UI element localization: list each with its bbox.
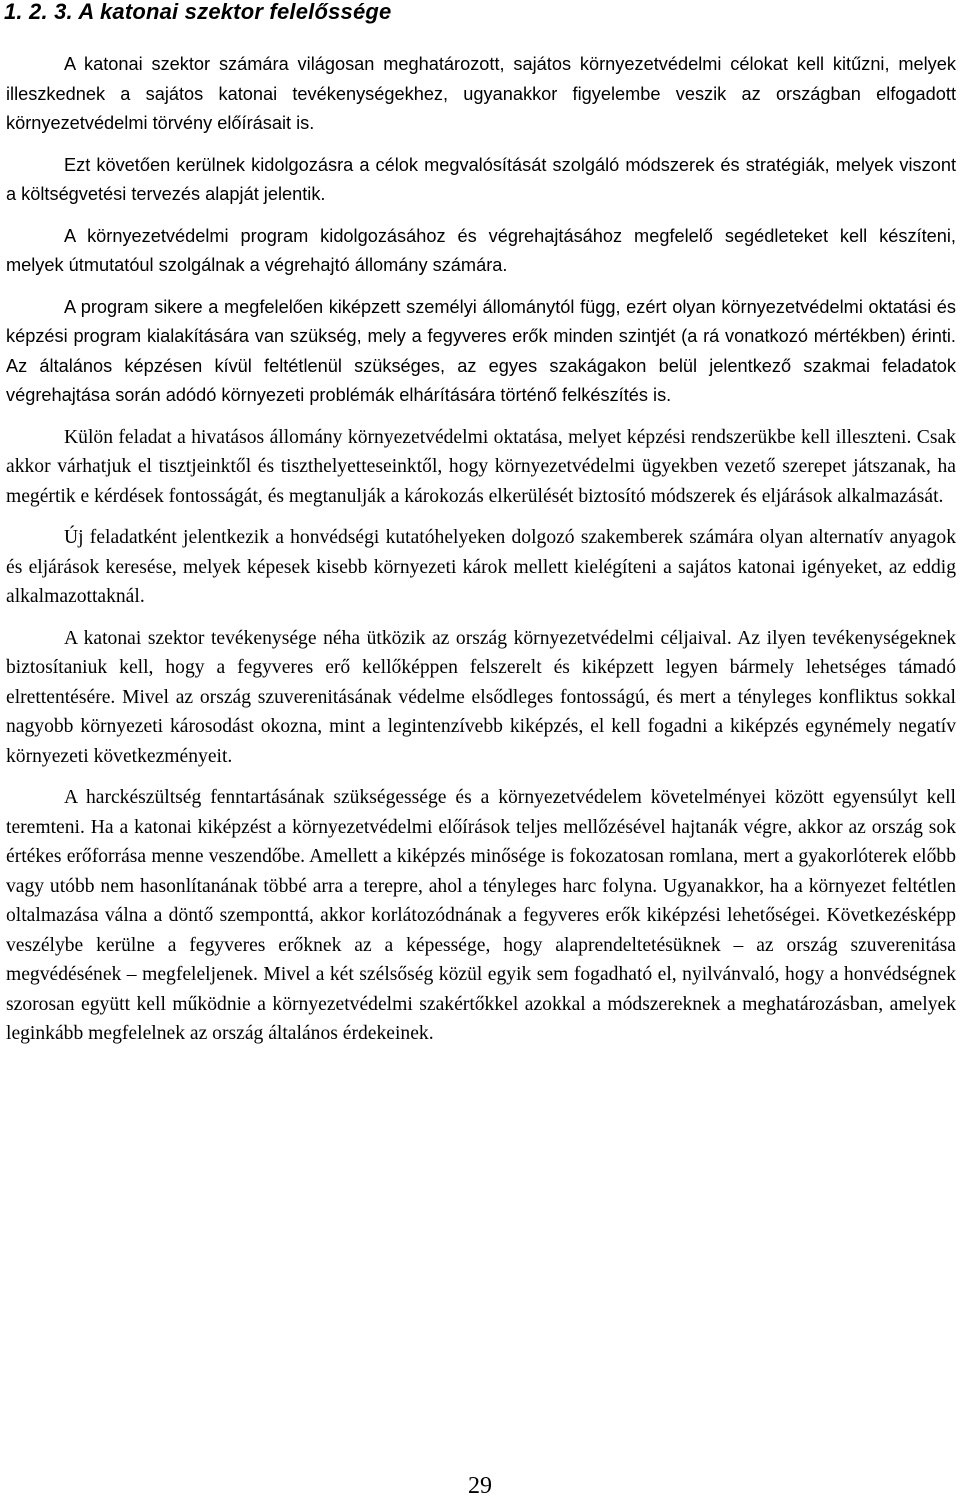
paragraph: A környezetvédelmi program kidolgozásához és végrehajtásához megfelelő segédleteket kell készíteni, melyek útmutatóul szolgálnak a végrehajtó állomány számára.: [6, 225, 956, 275]
paragraph: A harckészültség fenntartásának szükségessége és a környezetvédelem követelményei között egyensúlyt kell teremteni. Ha a katonai kiképzést a környezetvédelmi előírások teljes mellőzésével hajtanák végre, akkor az ország sok értékes erőforrása menne veszendőbe. Amellett a kiképzés minősége is fokozatosan romlana, mert a gyakorlóterek előbb vagy utóbb nem hasonlítanának többé arra a terepre, ahol a tényleges harc folyna. Ugyanakkor, ha a környezet feltétlen oltalmazása válna a döntő szemponttá, akkor korlátozódnának a fegyveres erők kiképzési lehetőségei. Következésképp veszélybe kerülne a fegyveres erőknek az a képessége, hogy alaprendeltetésüknek – az ország szuverenitása megvédésének – megfeleljenek. Mivel a két szélsőség közül egyik sem fogadható el, nyilvánvaló, hogy a honvédségnek szorosan együtt kell működnie a környezetvédelmi szakértőkkel azokkal a módszereknek a meghatározásban, amelyek leginkább megfelelnek az ország általános érdekeinek.: [6, 787, 956, 1044]
paragraph: A katonai szektor számára világosan meghatározott, sajátos környezetvédelmi célokat kell kitűzni, melyek illeszkednek a sajátos katonai tevékenységekhez, ugyanakkor figyelembe veszik az országban elfogadott környezetvédelmi törvény előírásait is.: [6, 54, 956, 133]
body-text: [6, 50, 956, 1061]
paragraph: A program sikere a megfelelően kiképzett személyi állománytól függ, ezért olyan környezetvédelmi oktatási és képzési program kialakítására van szükség, mely a fegyveres erők minden szintjét (a rá vonatkozó mértékben) érinti. Az általános képzésen kívül feltétlenül szükséges, az egyes szakágakon belül jelentkező szakmai feladatok végrehajtása során adódó környezeti problémák elhárítására történő felkészítés is.: [6, 296, 956, 405]
paragraph: A katonai szektor tevékenysége néha ütközik az ország környezetvédelmi céljaival. Az ilyen tevékenységeknek biztosítaniuk kell, hogy a fegyveres erő kellőképpen felszerelt és kiképzett legyen bármely lehetséges támadó elrettentésére. Mivel az ország szuverenitásának védelme elsődleges fontosságú, és mert a tényleges konfliktus sokkal nagyobb környezeti károsodást okozna, mint a legintenzívebb kiképzés, el kell fogadni a kiképzés egynémely negatív környezeti következményeit.: [6, 627, 956, 767]
paragraph: Ezt követően kerülnek kidolgozásra a célok megvalósítását szolgáló módszerek és stratégiák, melyek viszont a költségvetési tervezés alapját jelentik.: [6, 154, 956, 204]
paragraph: Külön feladat a hivatásos állomány környezetvédelmi oktatása, melyet képzési rendszerükbe kell illeszteni. Csak akkor várhatjuk el tisztjeinktől és tiszthelyetteseinktől, hogy környezetvédelmi ügyekben vezető szerepet játszanak, ha megértik e kérdések fontosságát, és megtanulják a károkozás elkerülését biztosító módszerek és eljárások alkalmazását.: [6, 426, 956, 507]
section-heading: 1. 2. 3. A katonai szektor felelőssége: [4, 0, 392, 24]
page-number: 29: [468, 1473, 492, 1499]
paragraph: Új feladatként jelentkezik a honvédségi kutatóhelyeken dolgozó szakemberek számára olyan alternatív anyagok és eljárások keresése, melyek képesek kisebb környezeti károk mellett kielégíteni a sajátos katonai igényeket, az eddig alkalmazottaknál.: [6, 527, 956, 607]
